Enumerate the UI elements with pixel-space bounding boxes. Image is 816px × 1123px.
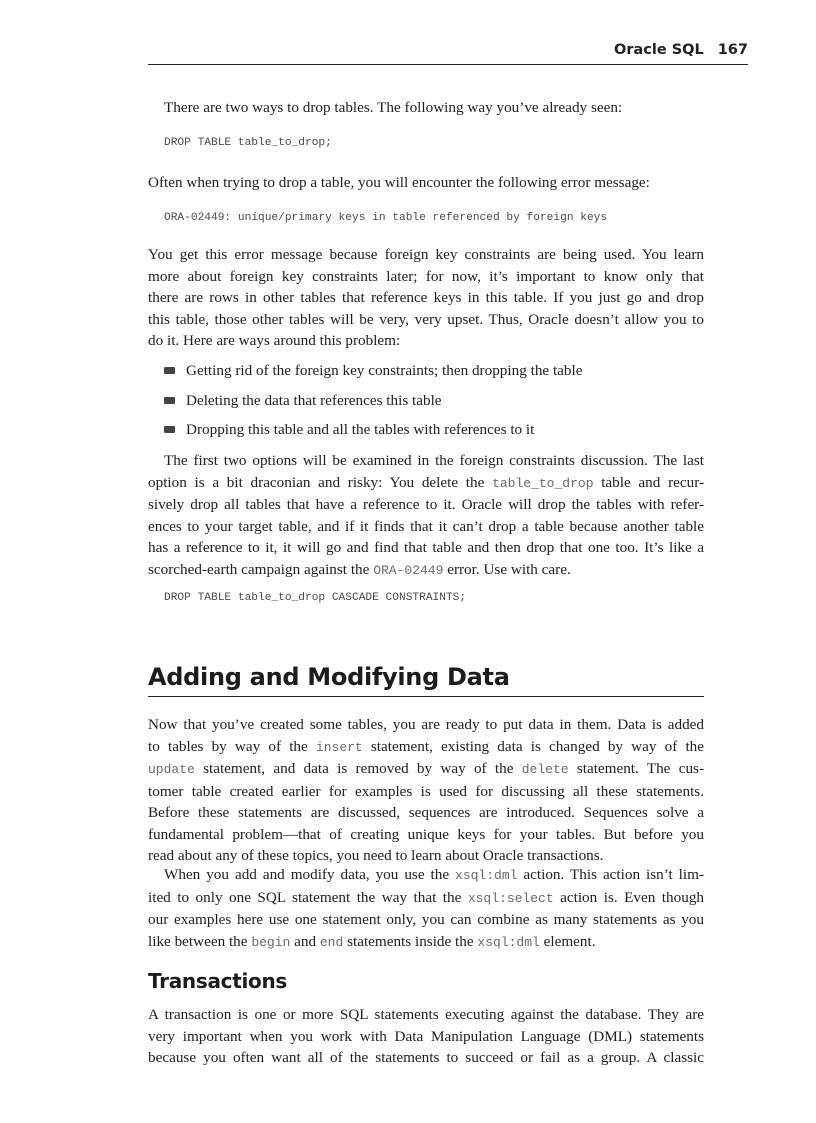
section-heading: Adding and Modifying Data xyxy=(148,660,704,697)
paragraph-intro: There are two ways to drop tables. The following way you’ve already seen: xyxy=(164,99,623,116)
text-line: very important when you work with Data Manipulation Language (DML) statements xyxy=(148,1027,704,1045)
bullet-icon xyxy=(164,367,175,374)
subsection-heading: Transactions xyxy=(148,969,287,993)
text-line: The first two options will be examined in the foreign constraints discussion. The last xyxy=(164,452,704,469)
list-item-text: Dropping this table and all the tables with references to it xyxy=(186,421,535,438)
text-line: has a reference to it, it will go and find that table and then drop that one too. It’s like a xyxy=(148,539,704,556)
text-line: scorched-earth campaign against the ORA-02449 error. Use with care. xyxy=(148,560,571,578)
list-item-text: Getting rid of the foreign key constraints; then dropping the table xyxy=(186,362,583,379)
text-line: our examples here use one statement only, you can combine as many statements as you xyxy=(148,911,704,928)
inline-code: delete xyxy=(521,762,569,777)
page-number: 167 xyxy=(717,42,748,58)
text-line: this table, those other tables will be very, very upset. Thus, Oracle doesn’t allow you to xyxy=(148,310,704,328)
text-line: there are rows in other tables that reference keys in this table. If you just go and drop xyxy=(148,289,704,306)
text-line: ited to only one SQL statement the way that the xsql:select action is. Even though xyxy=(148,888,705,906)
inline-code: table_to_drop xyxy=(492,475,594,491)
paragraph-modifying-data xyxy=(148,714,704,867)
code-drop-table: DROP TABLE table_to_drop; xyxy=(164,137,332,149)
bullet-list xyxy=(164,360,704,449)
inline-code: insert xyxy=(315,739,363,755)
text-line: When you add and modify data, you use the xsql:dml action. This action isn’t lim- xyxy=(164,866,704,883)
code-error-message: ORA-02449: unique/primary keys in table referenced by foreign keys xyxy=(164,212,608,224)
text-line: update statement, and data is removed by way of the delete statement. The cus- xyxy=(148,760,705,777)
bullet-icon xyxy=(164,397,175,404)
paragraph-transactions xyxy=(148,1004,704,1069)
inline-code: ORA-02449 xyxy=(373,562,444,578)
list-item xyxy=(164,390,704,420)
paragraph-cascade xyxy=(148,450,704,581)
text-line: You get this error message because foreign key constraints are being used. You learn xyxy=(148,246,704,263)
paragraph-foreign-keys xyxy=(148,244,704,352)
inline-code: xsql:dml xyxy=(455,868,518,883)
list-item xyxy=(164,419,704,449)
text-line: like between the begin and end statements inside the xsql:dml element. xyxy=(148,932,596,950)
text-line: more about foreign key constraints later; for now, it’s important to know only that xyxy=(148,267,704,285)
text-line: Before these statements are discussed, sequences are introduced. Sequences solve a xyxy=(148,804,704,821)
inline-code: update xyxy=(148,762,195,777)
paragraph-xsql-dml xyxy=(148,864,704,953)
code-cascade-constraints: DROP TABLE table_to_drop CASCADE CONSTRAINTS; xyxy=(164,592,467,604)
text-line: do it. Here are ways around this problem: xyxy=(148,332,401,349)
running-header xyxy=(148,42,748,65)
header-title: Oracle SQL xyxy=(614,42,704,58)
text-line: Now that you’ve created some tables, you are ready to put data in them. Data is added xyxy=(148,716,704,733)
text-line: ences to your target table, and if it finds that it can’t drop a table because another table xyxy=(148,517,704,535)
inline-code: xsql:dml xyxy=(477,934,540,950)
inline-code: xsql:select xyxy=(467,890,554,906)
paragraph-error-intro: Often when trying to drop a table, you will encounter the following error message: xyxy=(148,174,650,191)
text-line: because you often want all of the statements to succeed or fail as a group. A classic xyxy=(148,1049,704,1066)
text-line: fundamental problem—that of creating unique keys for your tables. But before you xyxy=(148,825,704,843)
text-line: sively drop all tables that have a reference to it. Oracle will drop the tables with refer- xyxy=(148,496,704,513)
text-line: tomer table created earlier for examples is used for discussing all these statements. xyxy=(148,782,704,800)
list-item-text: Deleting the data that references this table xyxy=(186,391,442,409)
text-line: option is a bit draconian and risky: You delete the table_to_drop table and recur- xyxy=(148,473,705,491)
list-item xyxy=(164,360,704,390)
inline-code: end xyxy=(319,934,344,950)
text-line: A transaction is one or more SQL statements executing against the database. They are xyxy=(148,1006,704,1023)
text-line: read about any of these topics, you need to learn about Oracle transactions. xyxy=(148,847,604,864)
bullet-icon xyxy=(164,426,175,433)
text-line: to tables by way of the insert statement, existing data is changed by way of the xyxy=(148,737,705,755)
inline-code: begin xyxy=(251,934,291,950)
